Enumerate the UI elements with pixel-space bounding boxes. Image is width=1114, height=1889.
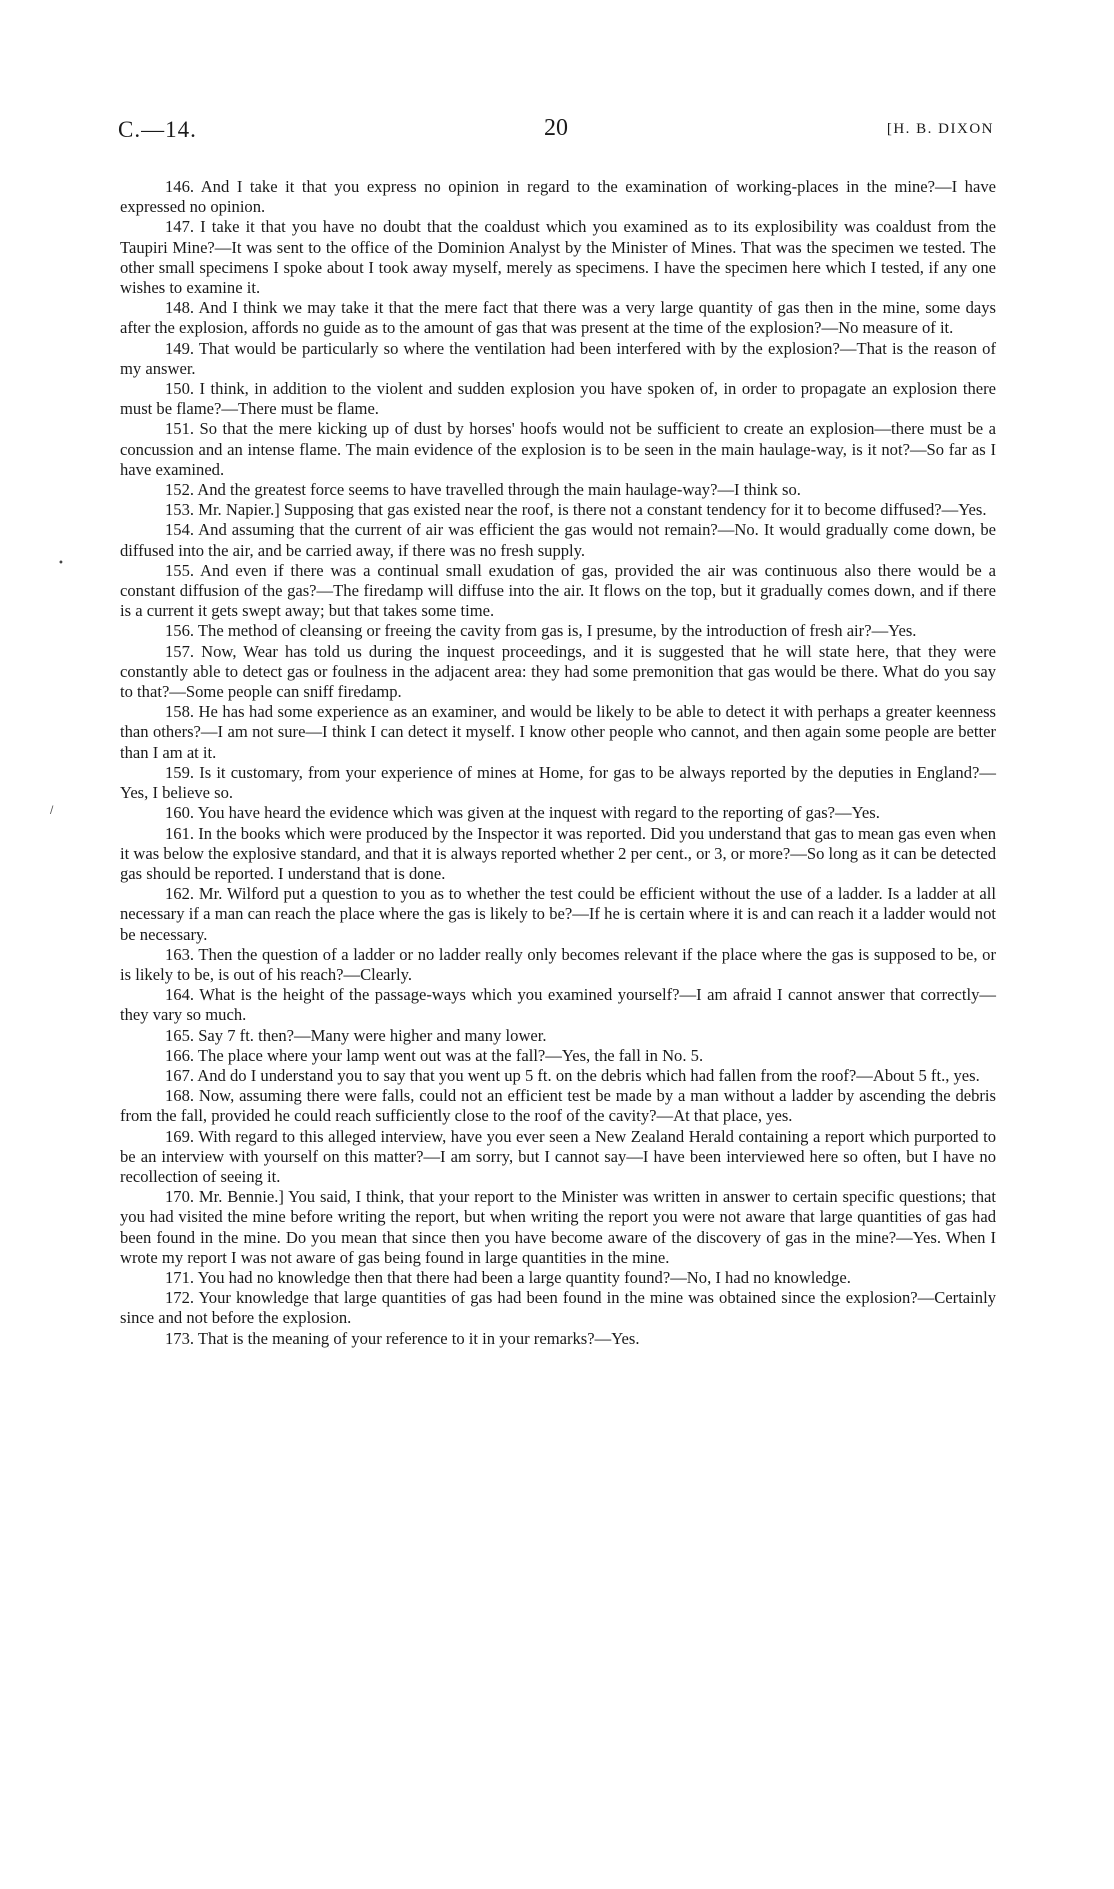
paragraph-158: 158. He has had some experience as an examiner, and would be likely to be able to detect it with perhaps a greater keenness than others?—I am not sure—I think I can detect it myself. I know other people who cannot, and then again some people are better than I am at it. <box>120 702 996 762</box>
document-code: C.—14. <box>118 117 197 142</box>
paragraph-168: 168. Now, assuming there were falls, could not an efficient test be made by a man without a ladder by ascending the debris from the fall, provided he could reach sufficiently close to the roof of the cavity?—At that place, yes. <box>120 1086 996 1126</box>
margin-mark: / <box>50 805 54 816</box>
paragraph-156: 156. The method of cleansing or freeing the cavity from gas is, I presume, by the introduction of fresh air?—Yes. <box>165 621 917 641</box>
paragraph-151: 151. So that the mere kicking up of dust by horses' hoofs would not be sufficient to create an explosion—there must be a concussion and an intense flame. The main evidence of the explosion is to be seen in the main haulage-way, is it not?—So far as I have examined. <box>120 419 996 479</box>
paragraph-172: 172. Your knowledge that large quantities of gas had been found in the mine was obtained since the explosion?—Certainly since and not before the explosion. <box>120 1288 996 1328</box>
margin-dot: • <box>58 558 64 569</box>
paragraph-154: 154. And assuming that the current of air was efficient the gas would not remain?—No. It would gradually come down, be diffused into the air, and be carried away, if there was no fresh supply. <box>120 520 996 560</box>
paragraph-173: 173. That is the meaning of your reference to it in your remarks?—Yes. <box>165 1328 640 1348</box>
paragraph-161: 161. In the books which were produced by the Inspector it was reported. Did you understand that gas to mean gas even when it was below the explosive standard, and that it is always reported whether 2 per cent., or 3, or more?—So long as it can be detected gas should be reported. I understand that is done. <box>120 823 996 883</box>
paragraph-155: 155. And even if there was a continual small exudation of gas, provided the air was continuous also there would be a constant diffusion of the gas?—The firedamp will diffuse into the air. It flows on the top, but it gradually comes down, and if there is a current it gets swept away; but that takes some time. <box>120 560 996 621</box>
witness-name: [H. B. DIXON <box>886 121 994 137</box>
paragraph-166: 166. The place where your lamp went out was at the fall?—Yes, the fall in No. 5. <box>165 1045 704 1065</box>
paragraph-153: 153. Mr. Napier.] Supposing that gas existed near the roof, is there not a constant tendency for it to become diffused?—Yes. <box>165 500 987 520</box>
paragraph-146: 146. And I take it that you express no opinion in regard to the examination of working-places in the mine?—I have expressed no opinion. <box>120 177 996 217</box>
paragraph-160: 160. You have heard the evidence which was given at the inquest with regard to the reporting of gas?—Yes. <box>165 803 880 823</box>
paragraph-163: 163. Then the question of a ladder or no ladder really only becomes relevant if the place where the gas is supposed to be, or is likely to be, is out of his reach?—Clearly. <box>120 944 996 984</box>
paragraph-159: 159. Is it customary, from your experience of mines at Home, for gas to be always reported by the deputies in England?—Yes, I believe so. <box>120 762 996 803</box>
paragraph-165: 165. Say 7 ft. then?—Many were higher and many lower. <box>165 1025 547 1045</box>
paragraph-152: 152. And the greatest force seems to have travelled through the main haulage-way?—I think so. <box>165 480 801 500</box>
paragraph-167: 167. And do I understand you to say that you went up 5 ft. on the debris which had fallen from the roof?—About 5 ft., yes. <box>165 1065 980 1085</box>
paragraph-147: 147. I take it that you have no doubt that the coaldust which you examined as to its explosibility was coaldust from the Taupiri Mine?—It was sent to the office of the Dominion Analyst by the Minister of Mines. That was the specimen we tested. The other small specimens I spoke about I took away myself, merely as specimens. I have the specimen here which I tested, if any one wishes to examine it. <box>120 217 996 298</box>
page-number: 20 <box>544 115 568 141</box>
paragraph-162: 162. Mr. Wilford put a question to you as to whether the test could be efficient without the use of a ladder. Is a ladder at all necessary if a man can reach the place where the gas is likely to be?—If he is certain where it is and can reach it a ladder would not be necessary. <box>120 884 996 944</box>
paragraph-149: 149. That would be particularly so where the ventilation had been interfered with by the explosion?—That is the reason of my answer. <box>120 338 996 378</box>
paragraph-164: 164. What is the height of the passage-ways which you examined yourself?—I am afraid I cannot answer that correctly—they vary so much. <box>120 985 996 1025</box>
testimony-body <box>120 177 996 1349</box>
paragraph-148: 148. And I think we may take it that the mere fact that there was a very large quantity of gas then in the mine, some days after the explosion, affords no guide as to the amount of gas that was present at the time of the explosion?—No measure of it. <box>120 298 996 338</box>
paragraph-171: 171. You had no knowledge then that there had been a large quantity found?—No, I had no knowledge. <box>165 1267 851 1287</box>
paragraph-157: 157. Now, Wear has told us during the inquest proceedings, and it is suggested that he will state here, that they were constantly able to detect gas or foulness in the adjacent area: they had some premonition that gas would be there. What do you say to that?—Some people can sniff firedamp. <box>120 641 996 702</box>
paragraph-150: 150. I think, in addition to the violent and sudden explosion you have spoken of, in order to propagate an explosion there must be flame?—There must be flame. <box>120 379 996 419</box>
page-header <box>118 117 994 153</box>
paragraph-170: 170. Mr. Bennie.] You said, I think, that your report to the Minister was written in answer to certain specific questions; that you had visited the mine before writing the report, but when writing the report you were not aware that large quantities of gas had been found in the mine. Do you mean that since then you have become aware of the discovery of gas in the mine?—Yes. When I wrote my report I was not aware of gas being found in large quantities in the mine. <box>120 1187 996 1267</box>
paragraph-169: 169. With regard to this alleged interview, have you ever seen a New Zealand Herald containing a report which purported to be an interview with yourself on this matter?—I am sorry, but I cannot say—I have been interviewed here so often, but I have no recollection of seeing it. <box>120 1126 996 1186</box>
